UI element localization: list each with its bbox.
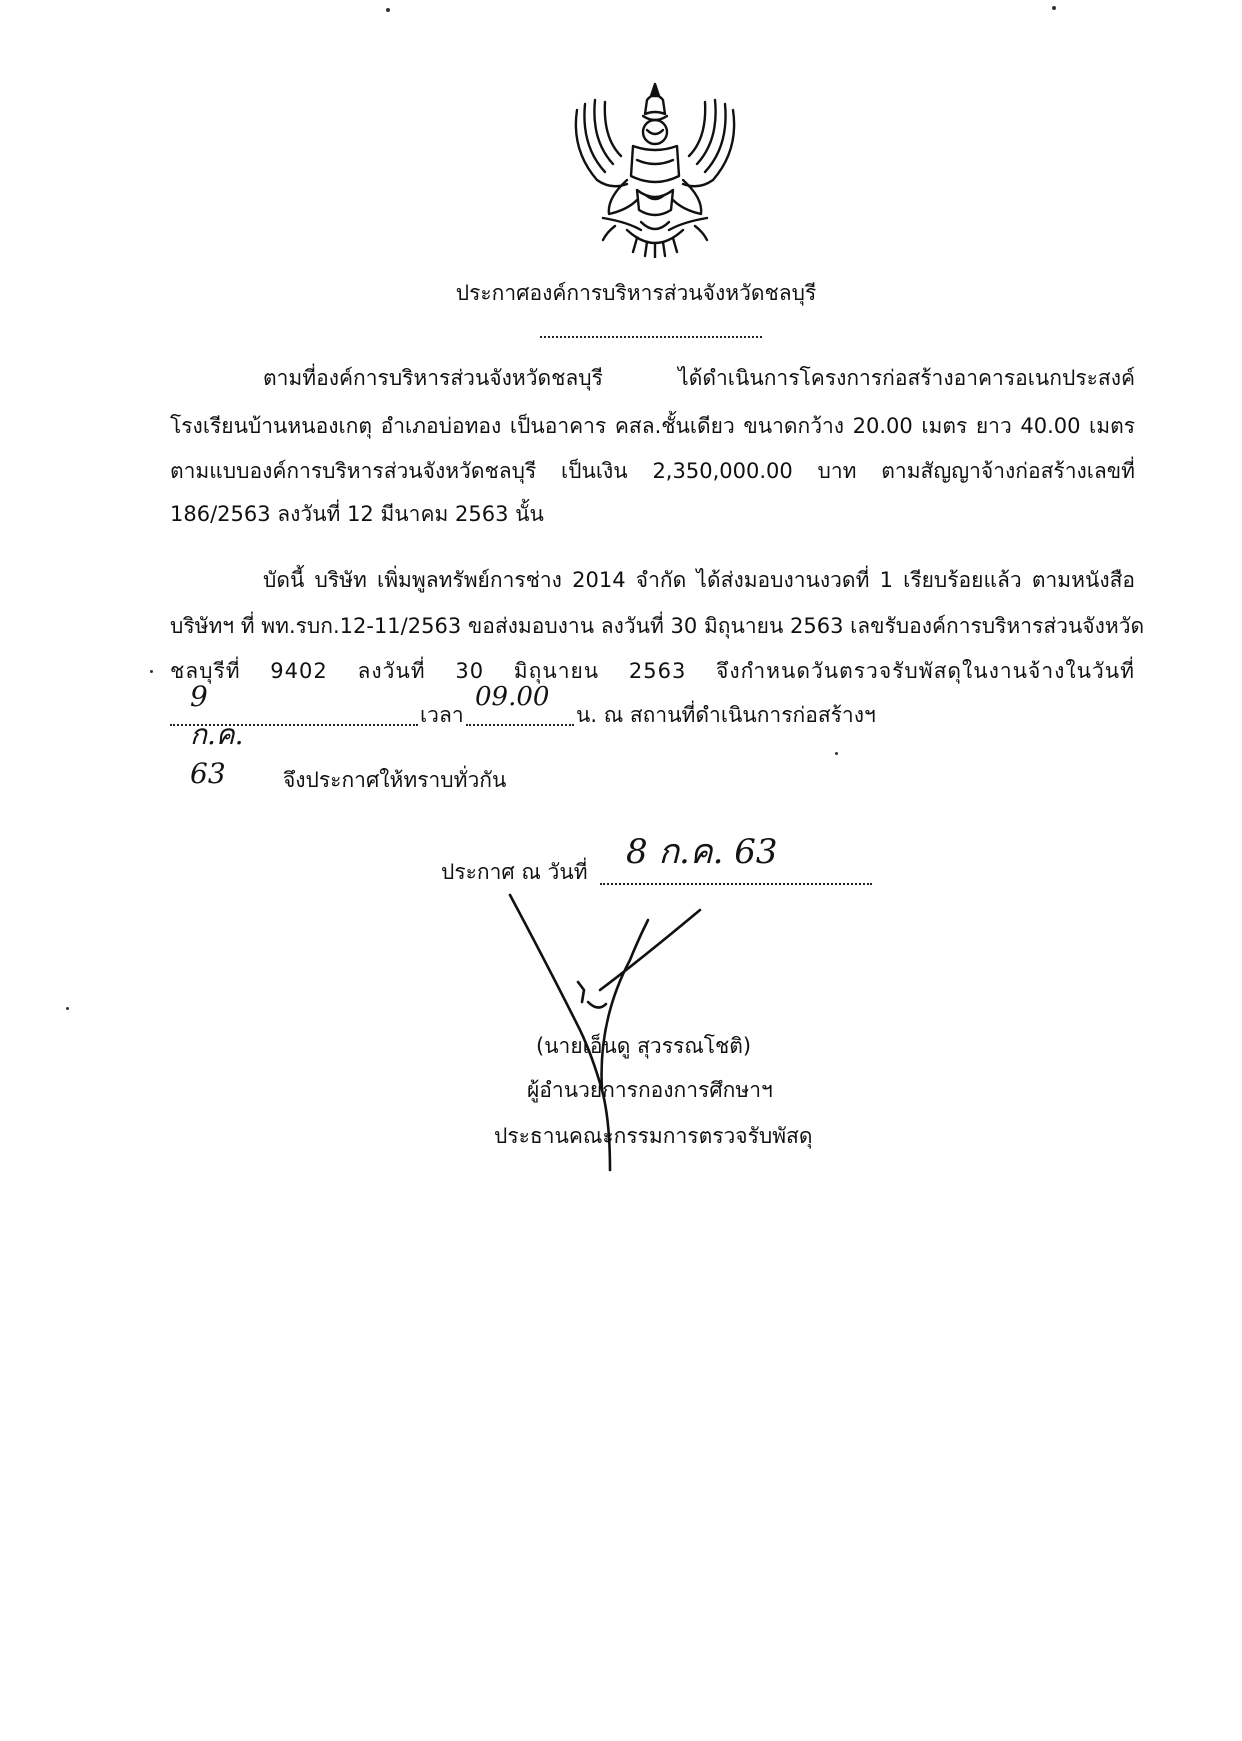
paragraph1-line4: 186/2563 ลงวันที่ 12 มีนาคม 2563 นั้น — [170, 502, 544, 526]
inspection-time-handwritten: 09.00 — [475, 682, 550, 712]
inspection-time-label: เวลา — [420, 703, 464, 727]
closing-statement: จึงประกาศให้ทราบทั่วกัน — [283, 768, 507, 792]
signatory-role: ประธานคณะกรรมการตรวจรับพัสดุ — [494, 1124, 813, 1148]
scan-speck — [835, 752, 838, 755]
announcement-heading: ประกาศองค์การบริหารส่วนจังหวัดชลบุรี — [455, 281, 817, 305]
inspection-location-text: น. ณ สถานที่ดำเนินการก่อสร้างฯ — [576, 703, 876, 727]
scan-speck — [66, 1007, 69, 1010]
scan-speck — [386, 8, 390, 12]
inspection-date-handwritten: 9 ก.ค. 63 — [190, 680, 244, 790]
paragraph1-line1: ตามที่องค์การบริหารส่วนจังหวัดชลบุรี ได้ดำเนินการโครงการก่อสร้างอาคารอเนกประสงค์ — [263, 366, 1135, 390]
heading-dotted-rule — [540, 336, 762, 338]
paragraph2-line3: ชลบุรีที่ 9402 ลงวันที่ 30 มิถุนายน 2563 จึงกำหนดวันตรวจรับพัสดุในงานจ้างในวันที่ — [170, 659, 1135, 683]
garuda-emblem-icon — [567, 80, 743, 258]
signatory-position: ผู้อำนวยการกองการศึกษาฯ — [527, 1078, 773, 1102]
paragraph2-line1: บัดนี้ บริษัท เพิ่มพูลทรัพย์การช่าง 2014 จำกัด ได้ส่งมอบงานงวดที่ 1 เรียบร้อยแล้ว ตามหนังสือ — [263, 568, 1135, 592]
paragraph1-line3: ตามแบบองค์การบริหารส่วนจังหวัดชลบุรี เป็นเงิน 2,350,000.00 บาท ตามสัญญาจ้างก่อสร้างเลขที่ — [170, 459, 1135, 483]
scan-speck — [1052, 6, 1056, 10]
announce-date-handwritten: 8 ก.ค. 63 — [626, 832, 778, 872]
scan-speck — [150, 670, 153, 673]
announce-date-label: ประกาศ ณ วันที่ — [441, 860, 588, 884]
paragraph1-line2: โรงเรียนบ้านหนองเกตุ อำเภอบ่อทอง เป็นอาคาร คสล.ชั้นเดียว ขนาดกว้าง 20.00 เมตร ยาว 40.00 เมตร — [170, 414, 1135, 438]
signatory-name: (นายเอ็นดู สุวรรณโชติ) — [536, 1034, 752, 1058]
paragraph2-line2: บริษัทฯ ที่ พท.รบก.12-11/2563 ขอส่งมอบงาน ลงวันที่ 30 มิถุนายน 2563 เลขรับองค์การบริหารส่วนจังหวัด — [170, 614, 1145, 638]
